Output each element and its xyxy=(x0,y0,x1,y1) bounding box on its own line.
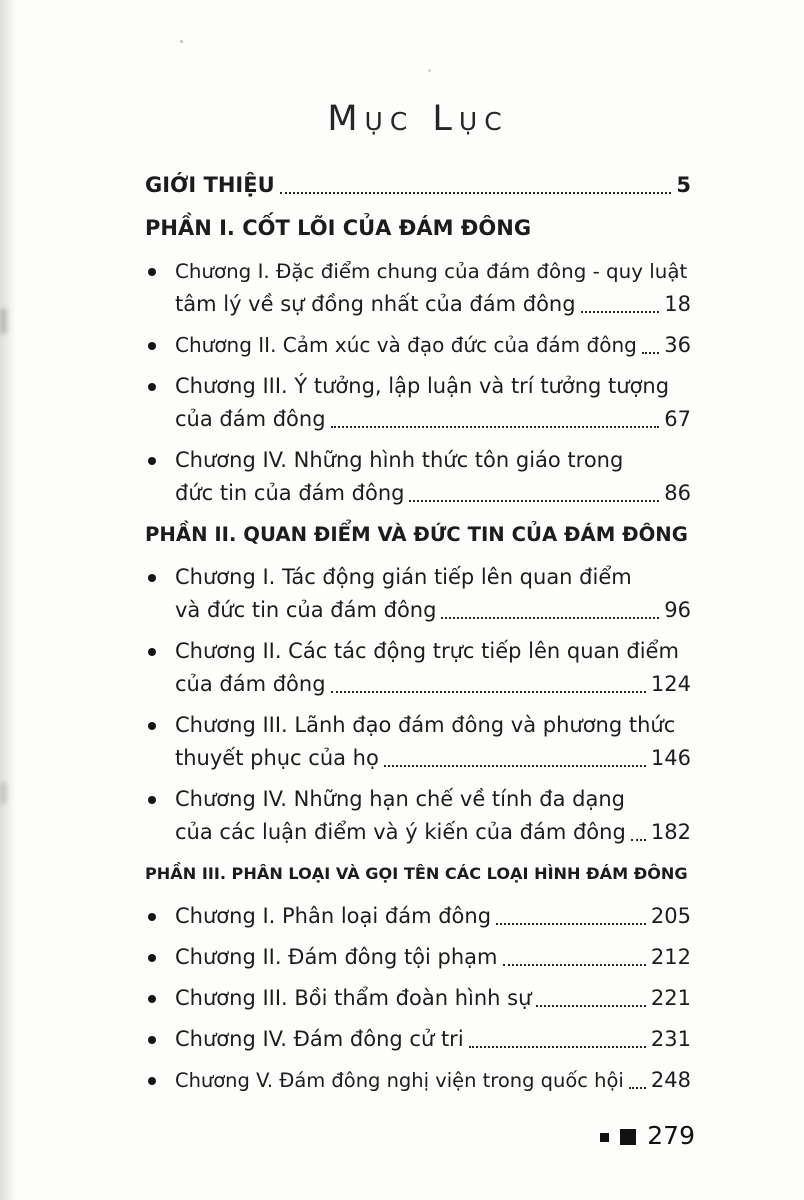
toc-entry xyxy=(145,561,691,627)
toc-entry-text: Chương I. Phân loại đám đông xyxy=(175,904,492,928)
dot-leader xyxy=(503,964,646,966)
toc-entry xyxy=(145,635,691,701)
toc-entry-text: Chương III. Bồi thẩm đoàn hình sự xyxy=(175,986,532,1010)
toc-page-number: 86 xyxy=(664,481,691,505)
bullet-icon xyxy=(148,268,156,276)
toc-part-heading xyxy=(145,212,691,245)
toc-page-number: 231 xyxy=(650,1027,691,1051)
page-title: Mục Lục xyxy=(327,99,509,139)
bullet-icon xyxy=(148,913,156,921)
toc-page-number: 67 xyxy=(664,407,691,431)
toc-entry xyxy=(145,709,691,775)
toc-entry-text: của các luận điểm và ý kiến của đám đông xyxy=(175,820,626,844)
toc-entry xyxy=(145,444,691,510)
toc-entry-text: tâm lý về sự đồng nhất của đám đông xyxy=(175,292,576,316)
bullet-icon xyxy=(148,1036,156,1044)
dot-leader xyxy=(441,617,659,619)
toc-page-number: 221 xyxy=(650,986,691,1010)
bullet-icon xyxy=(148,796,156,804)
scan-artifact xyxy=(0,308,7,334)
toc-page-number: 124 xyxy=(650,672,691,696)
toc-entry-text: của đám đông xyxy=(175,672,326,696)
bullet-icon xyxy=(148,1077,156,1085)
toc-entry xyxy=(145,1023,691,1056)
toc-part-text: PHẦN I. CỐT LÕI CỦA ĐÁM ĐÔNG xyxy=(145,216,532,240)
dot-leader xyxy=(469,1046,646,1048)
toc-entry-text: Chương II. Cảm xúc và đạo đức của đám đông xyxy=(175,333,637,357)
dot-leader xyxy=(629,1087,646,1089)
toc-part-text: PHẦN II. QUAN ĐIỂM VÀ ĐỨC TIN CỦA ĐÁM ĐÔNG xyxy=(145,523,688,546)
bullet-icon xyxy=(148,954,156,962)
dot-leader xyxy=(536,1005,646,1007)
toc-entry xyxy=(145,370,691,436)
toc-page-number: 36 xyxy=(664,333,691,357)
toc-entry-text: của đám đông xyxy=(175,407,326,431)
toc-entry-text: Chương II. Đám đông tội phạm xyxy=(175,945,498,969)
bullet-icon xyxy=(148,722,156,730)
toc-entry-text: Chương III. Ý tưởng, lập luận và trí tưởng tượng xyxy=(175,374,670,398)
scan-edge-shadow xyxy=(0,0,16,1200)
scan-artifact xyxy=(428,69,431,72)
toc-entry xyxy=(145,982,691,1015)
toc-entry-text: Chương III. Lãnh đạo đám đông và phương thức xyxy=(175,713,676,737)
toc-page-number: 212 xyxy=(650,945,691,969)
scan-artifact xyxy=(0,782,7,804)
toc-page-number: 205 xyxy=(650,904,691,928)
toc-part-heading xyxy=(145,518,691,551)
scan-artifact xyxy=(180,40,183,43)
small-square-icon xyxy=(600,1133,609,1142)
toc-page-number: 18 xyxy=(664,292,691,316)
toc-entry-text: Chương II. Các tác động trực tiếp lên quan điểm xyxy=(175,639,679,663)
toc-entry-text: Chương IV. Những hình thức tôn giáo trong xyxy=(175,448,624,472)
dot-leader xyxy=(331,426,660,428)
page-number: 279 xyxy=(647,1121,695,1150)
toc-page-number: 146 xyxy=(650,746,691,770)
toc-entry xyxy=(145,169,691,202)
toc-page-number: 182 xyxy=(650,820,691,844)
toc-part-text: PHẦN III. PHÂN LOẠI VÀ GỌI TÊN CÁC LOẠI HÌNH ĐÁM ĐÔNG xyxy=(145,864,688,883)
large-square-icon xyxy=(620,1129,636,1145)
dot-leader xyxy=(331,691,646,693)
dot-leader xyxy=(631,839,646,841)
toc-entry-text: Chương I. Đặc điểm chung của đám đông - quy luật xyxy=(175,260,688,283)
bullet-icon xyxy=(148,648,156,656)
toc-entry-text: Chương V. Đám đông nghị viện trong quốc hội xyxy=(175,1069,624,1092)
toc-entry xyxy=(145,941,691,974)
bullet-icon xyxy=(148,383,156,391)
dot-leader xyxy=(409,500,659,502)
bullet-icon xyxy=(148,457,156,465)
toc-entry-text: Chương IV. Những hạn chế về tính đa dạng xyxy=(175,787,626,811)
toc-entry xyxy=(145,1064,691,1097)
toc-entry xyxy=(145,783,691,849)
toc-content xyxy=(145,96,691,1105)
dot-leader xyxy=(642,352,659,354)
toc-entry-text: GIỚI THIỆU xyxy=(145,173,275,197)
toc-part-heading xyxy=(145,857,691,890)
bullet-icon xyxy=(148,342,156,350)
page-footer xyxy=(600,1121,695,1150)
toc-entry-text: thuyết phục của họ xyxy=(175,746,379,770)
dot-leader xyxy=(280,192,672,194)
toc-entry-text: Chương IV. Đám đông cử tri xyxy=(175,1027,464,1051)
dot-leader xyxy=(581,311,660,313)
toc-list xyxy=(145,169,691,1097)
toc-entry-text: và đức tin của đám đông xyxy=(175,598,437,622)
toc-entry xyxy=(145,329,691,362)
bullet-icon xyxy=(148,995,156,1003)
toc-entry-text: đức tin của đám đông xyxy=(175,481,405,505)
toc-page-number: 248 xyxy=(650,1068,691,1092)
toc-entry xyxy=(145,900,691,933)
dot-leader xyxy=(496,923,646,925)
bullet-icon xyxy=(148,574,156,582)
toc-entry xyxy=(145,255,691,321)
toc-entry-text: Chương I. Tác động gián tiếp lên quan điểm xyxy=(175,565,632,589)
toc-page-number: 96 xyxy=(664,598,691,622)
toc-page-number: 5 xyxy=(676,173,691,197)
dot-leader xyxy=(384,765,646,767)
